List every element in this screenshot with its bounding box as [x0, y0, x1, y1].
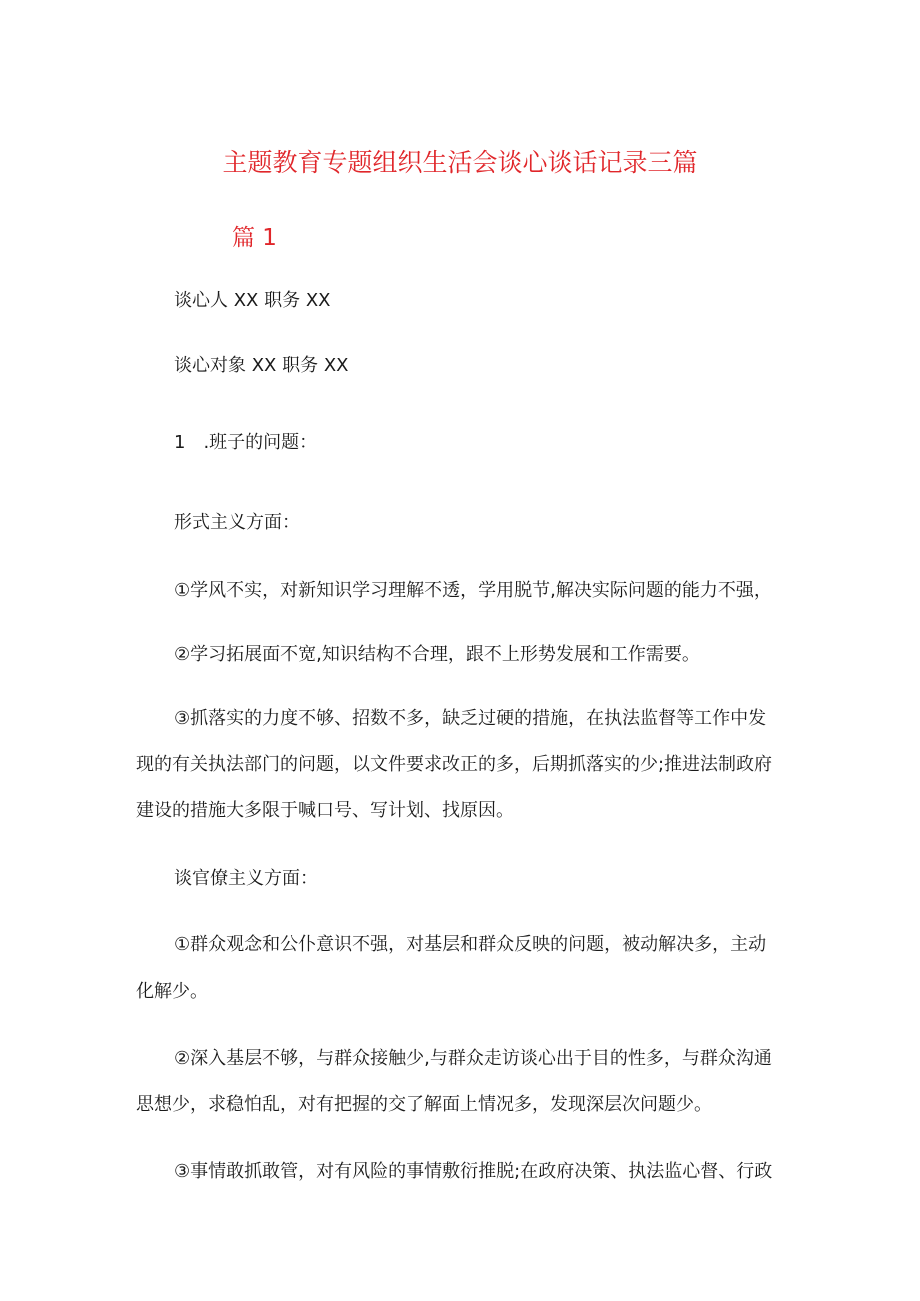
formalism-item-3-line-3: 建设的措施大多限于喊口号、写计划、找原因。 — [136, 800, 514, 821]
interviewer-line: 谈心人 XX 职务 XX — [174, 290, 331, 311]
bureaucracy-item-3-line-1: ③事情敢抓敢管，对有风险的事情敷衍推脱;在政府决策、执法监心督、行政 — [174, 1161, 773, 1182]
document-title: 主题教育专题组织生活会谈心谈话记录三篇 — [222, 148, 698, 177]
formalism-item-3-line-1: ③抓落实的力度不够、招数不多，缺乏过硬的措施，在执法监督等工作中发 — [174, 708, 767, 729]
section-heading: 篇 1 — [232, 225, 277, 251]
bureaucracy-item-2-line-2: 思想少，求稳怕乱，对有把握的交了解面上情况多，发现深层次问题少。 — [136, 1094, 712, 1115]
bureaucracy-heading: 谈官僚主义方面： — [174, 868, 318, 889]
interviewee-line: 谈心对象 XX 职务 XX — [174, 355, 349, 376]
team-issues-heading: 1 .班子的问题： — [174, 432, 318, 453]
formalism-item-3-line-2: 现的有关执法部门的问题，以文件要求改正的多，后期抓落实的少;推进法制政府 — [136, 754, 773, 775]
formalism-item-2: ②学习拓展面不宽,知识结构不合理，跟不上形势发展和工作需要。 — [174, 644, 700, 665]
formalism-heading: 形式主义方面： — [174, 512, 300, 533]
formalism-item-1: ①学风不实，对新知识学习理解不透，学用脱节,解决实际问题的能力不强， — [174, 580, 772, 601]
bureaucracy-item-2-line-1: ②深入基层不够，与群众接触少,与群众走访谈心出于目的性多，与群众沟通 — [174, 1048, 772, 1069]
bureaucracy-item-1-line-1: ①群众观念和公仆意识不强，对基层和群众反映的问题，被动解决多，主动 — [174, 934, 767, 955]
bureaucracy-item-1-line-2: 化解少。 — [136, 981, 208, 1002]
